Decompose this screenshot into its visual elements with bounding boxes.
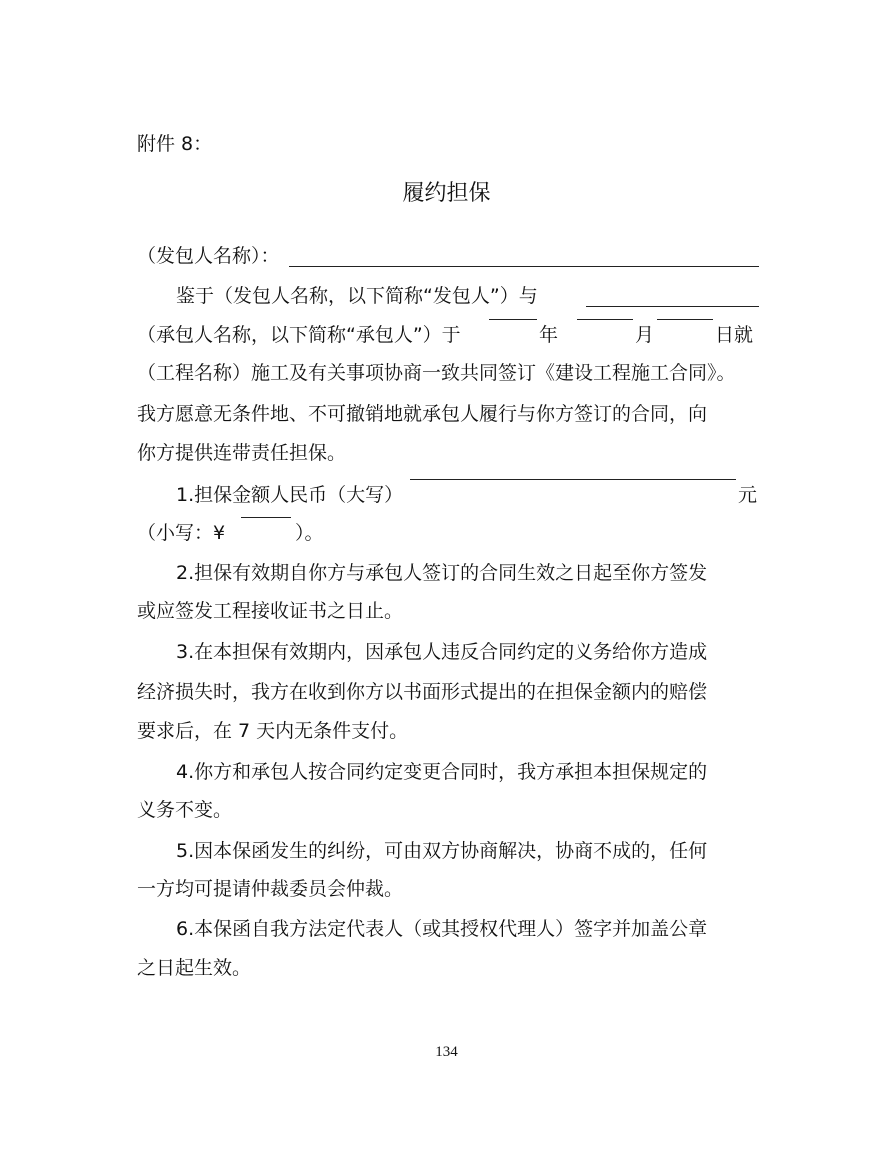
- item-3-line-2: 经济损失时，我方在收到你方以书面形式提出的在担保金额内的赔偿: [137, 681, 708, 703]
- preamble-line-4: 我方愿意无条件地、不可撤销地就承包人履行与你方签订的合同，向: [137, 403, 708, 425]
- page-number: 134: [435, 1044, 458, 1060]
- item-6-line-1: 6.本保函自我方法定代表人（或其授权代理人）签字并加盖公章: [176, 918, 708, 940]
- preamble-text-1: 鉴于（发包人名称，以下简称“发包人”）与: [176, 285, 538, 307]
- year-label: 年: [539, 324, 559, 346]
- amount-figures-close: ）。: [295, 522, 324, 544]
- item-2-line-2: 或应签发工程接收证书之日止。: [137, 600, 404, 622]
- guarantee-amount-label: 1.担保金额人民币（大写）: [176, 484, 404, 506]
- amount-in-words-blank[interactable]: [410, 479, 736, 480]
- item-5-line-1: 5.因本保函发生的纠纷，可由双方协商解决，协商不成的，任何: [176, 840, 708, 862]
- document-title: 履约担保: [402, 181, 491, 206]
- employer-line: [137, 243, 759, 269]
- employer-name-blank[interactable]: [289, 266, 759, 267]
- preamble-line-3: （工程名称）施工及有关事项协商一致共同签订《建设工程施工合同》。: [137, 362, 736, 384]
- contractor-name-blank[interactable]: [586, 306, 759, 307]
- month-blank[interactable]: [577, 319, 633, 320]
- preamble-text-2: （承包人名称，以下简称“承包人”）于: [137, 324, 461, 346]
- preamble-line-1: [176, 283, 759, 309]
- annex-label: 附件 8：: [137, 133, 213, 155]
- item-6-line-2: 之日起生效。: [137, 957, 252, 979]
- day-blank[interactable]: [657, 319, 713, 320]
- item-5-line-2: 一方均可提请仲裁委员会仲裁。: [137, 878, 404, 900]
- yuan-label: 元: [738, 484, 758, 506]
- item-3-line-3: 要求后，在 7 天内无条件支付。: [137, 720, 409, 742]
- amount-figures-label: （小写：¥: [137, 522, 226, 544]
- preamble-line-5: 你方提供连带责任担保。: [137, 442, 347, 464]
- item-3-line-1: 3.在本担保有效期内，因承包人违反合同约定的义务给你方造成: [176, 641, 708, 663]
- year-blank[interactable]: [489, 319, 537, 320]
- item-2-line-1: 2.担保有效期自你方与承包人签订的合同生效之日起至你方签发: [176, 562, 708, 584]
- day-label: 日就: [715, 324, 754, 346]
- employer-label: （发包人名称）：: [137, 245, 280, 267]
- item-4-line-2: 义务不变。: [137, 799, 233, 821]
- amount-in-figures-blank[interactable]: [241, 517, 291, 518]
- item-4-line-1: 4.你方和承包人按合同约定变更合同时，我方承担本担保规定的: [176, 761, 708, 783]
- month-label: 月: [635, 324, 655, 346]
